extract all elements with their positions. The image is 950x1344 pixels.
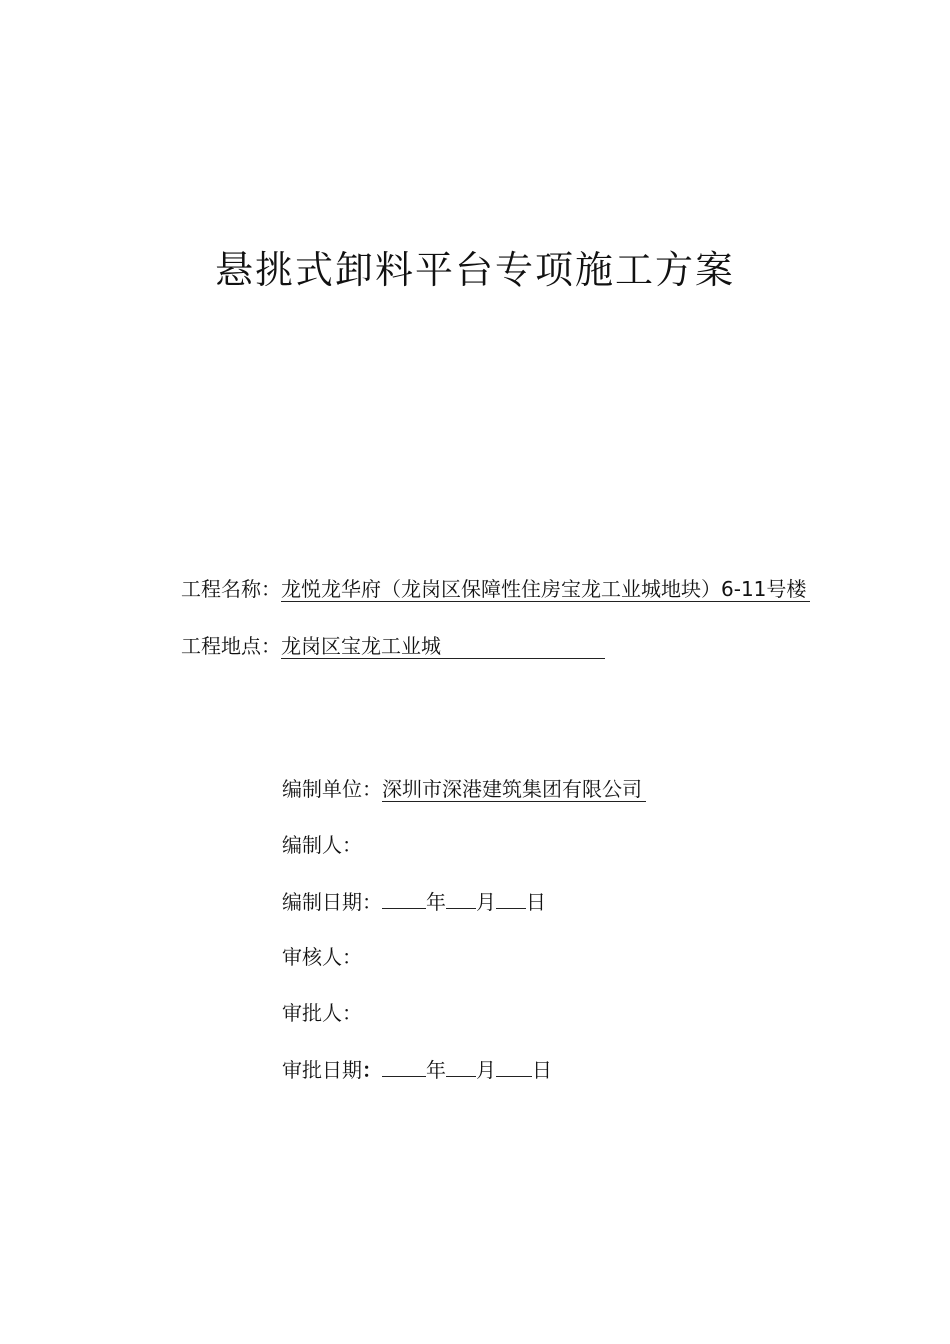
approval-date-row <box>282 1054 552 1085</box>
compile-unit-row <box>282 774 646 804</box>
author-label: 编制人： <box>282 833 362 857</box>
compile-date-label: 编制日期： <box>282 890 382 914</box>
approval-year-blank <box>382 1054 426 1077</box>
approval-day-blank <box>496 1054 532 1077</box>
approval-month-unit: 月 <box>476 1058 496 1082</box>
approver-row <box>282 998 362 1028</box>
compile-day-blank <box>496 886 526 909</box>
compile-date-row <box>282 886 546 917</box>
project-location-value: 龙岗区宝龙工业城 <box>281 634 605 659</box>
compile-unit-label: 编制单位： <box>282 777 382 801</box>
approver-label: 审批人： <box>282 1001 362 1025</box>
compile-year-blank <box>382 886 426 909</box>
reviewer-row <box>282 942 362 972</box>
reviewer-label: 审核人： <box>282 945 362 969</box>
compile-unit-value: 深圳市深港建筑集团有限公司 <box>382 777 646 802</box>
project-location-label: 工程地点： <box>181 634 281 658</box>
project-name-value: 龙悦龙华府（龙岗区保障性住房宝龙工业城地块）6-11号楼 <box>281 577 810 602</box>
approval-year-unit: 年 <box>426 1058 446 1082</box>
project-location-row <box>181 631 605 661</box>
project-name-row <box>181 574 810 604</box>
approval-date-colon: ： <box>362 1058 382 1082</box>
compile-month-blank <box>446 886 476 909</box>
approval-date-label: 审批日期 <box>282 1058 362 1082</box>
author-row <box>282 830 362 860</box>
compile-month-unit: 月 <box>476 890 496 914</box>
document-title: 悬挑式卸料平台专项施工方案 <box>214 248 735 292</box>
project-name-label: 工程名称： <box>181 577 281 601</box>
approval-month-blank <box>446 1054 476 1077</box>
compile-year-unit: 年 <box>426 890 446 914</box>
compile-day-unit: 日 <box>526 890 546 914</box>
approval-day-unit: 日 <box>532 1058 552 1082</box>
